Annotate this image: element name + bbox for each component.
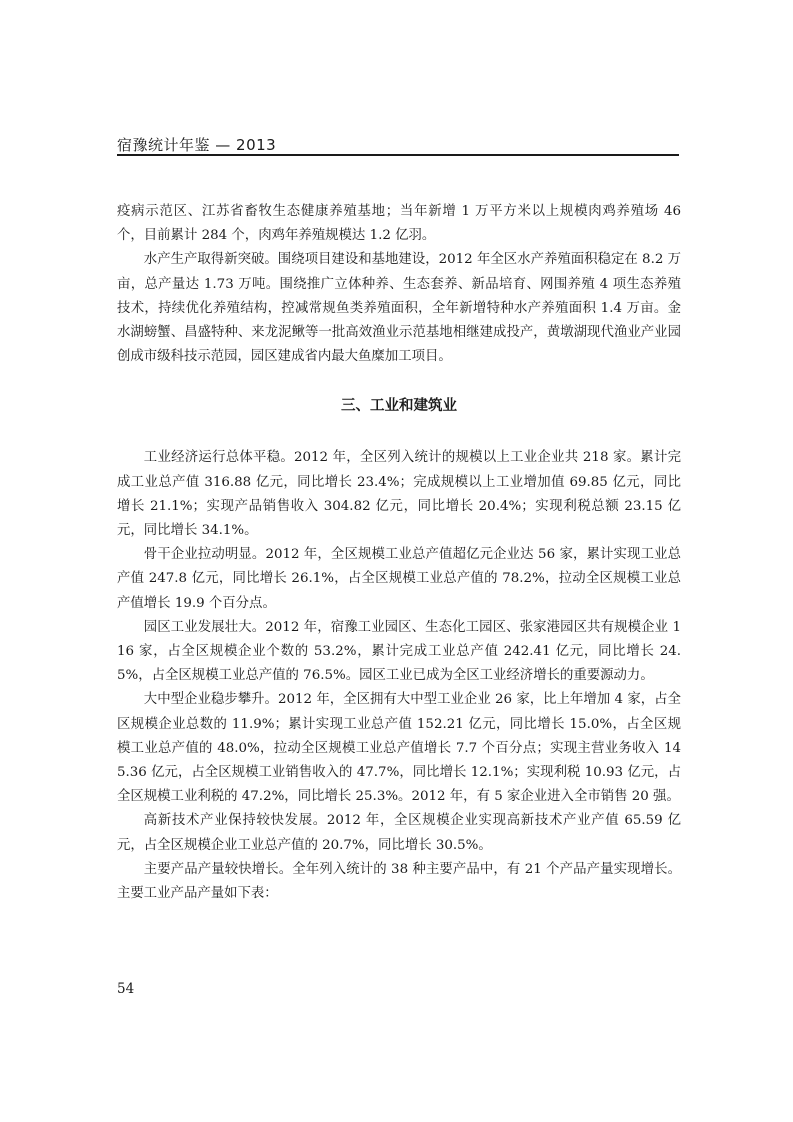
paragraph-high-tech-industry: 高新技术产业保持较快发展。2012 年，全区规模企业实现高新技术产业产值 65.59 亿元，占全区规模企业工业总产值的 20.7%，同比增长 30.5%。 — [117, 813, 681, 853]
section-heading: 三、工业和建筑业 — [341, 398, 457, 415]
header-rule — [117, 154, 679, 156]
paragraph-main-products: 主要产品产量较快增长。全年列入统计的 38 种主要产品中，有 21 个产品产量实现增长。主要工业产品产量如下表： — [117, 861, 681, 902]
paragraph-industrial-parks: 园区工业发展壮大。2012 年，宿豫工业园区、生态化工园区、张家港园区共有规模企业 116 家，占全区规模企业个数的 53.2%，累计完成工业总产值 242.41 亿元，同比增长 24.5%，占全区规模工业总产值的 76.5%。园区工业已成为全区工业经济增长的重要源动力。 — [117, 619, 681, 684]
paragraph-aquaculture: 水产生产取得新突破。围绕项目建设和基地建设，2012 年全区水产养殖面积稳定在 8.2 万亩，总产量达 1.73 万吨。围绕推广立体种养、生态套养、新品培育、网围养殖 4 项生态养殖技术，持续优化养殖结构，控减常规鱼类养殖面积，全年新增特种水产养殖面积 1.4 万亩。金水湖螃蟹、昌盛特种、来龙泥鳅等一批高效渔业示范基地相继建成投产，黄墩湖现代渔业产业园创成市级科技示范园，园区建成省内最大鱼糜加工项目。 — [117, 252, 681, 365]
paragraph-livestock-continued: 疫病示范区、江苏省畜牧生态健康养殖基地；当年新增 1 万平方米以上规模肉鸡养殖场 46 个，目前累计 284 个，肉鸡年养殖规模达 1.2 亿羽。 — [117, 204, 681, 244]
running-header — [117, 132, 679, 156]
body-text — [117, 200, 681, 906]
paragraph-large-medium-enterprises: 大中型企业稳步攀升。2012 年，全区拥有大中型工业企业 26 家，比上年增加 4 家，占全区规模企业总数的 11.9%；累计实现工业总产值 152.21 亿元，同比增长 15.0%，占全区规模工业总产值的 48.0%，拉动全区规模工业总产值增长 7.7 个百分点；实现主营业务收入 145.36 亿元，占全区规模工业销售收入的 47.7%，同比增长 12.1%；实现利税 10.93 亿元，占全区规模工业利税的 47.2%，同比增长 25.3%。2012 年，有 5 家企业进入全市销售 20 强。 — [117, 692, 681, 805]
page-number: 54 — [117, 981, 135, 997]
paragraph-backbone-enterprises: 骨干企业拉动明显。2012 年，全区规模工业总产值超亿元企业达 56 家，累计实现工业总产值 247.8 亿元，同比增长 26.1%，占全区规模工业总产值的 78.2%，拉动全区规模工业总产值增长 19.9 个百分点。 — [117, 547, 681, 611]
paragraph-industrial-overview: 工业经济运行总体平稳。2012 年，全区列入统计的规模以上工业企业共 218 家。累计完成工业总产值 316.88 亿元，同比增长 23.4%；完成规模以上工业增加值 69.85 亿元，同比增长 21.1%；实现产品销售收入 304.82 亿元，同比增长 20.4%；实现利税总额 23.15 亿元，同比增长 34.1%。 — [117, 450, 681, 539]
running-header-title: 宿豫统计年鉴 — 2013 — [117, 136, 277, 154]
